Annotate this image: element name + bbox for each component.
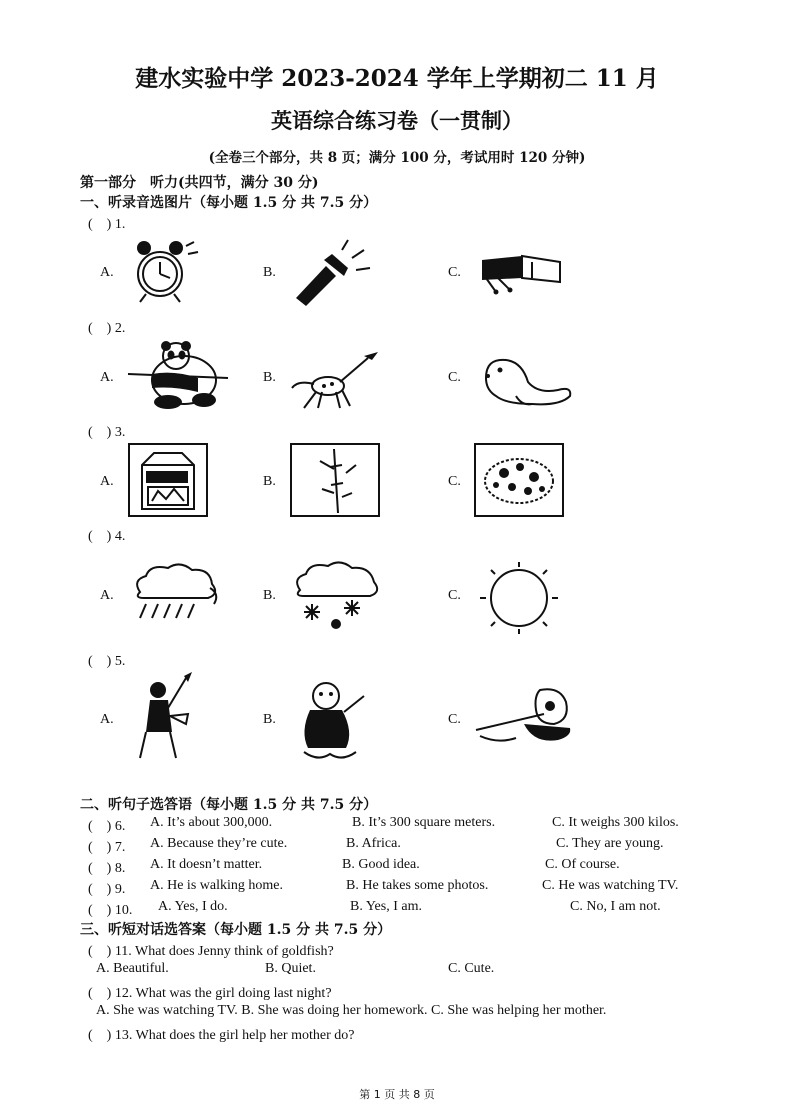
option-b: B. Good idea.	[342, 857, 420, 872]
alarm-clock-icon	[130, 238, 200, 304]
option-label: B.	[263, 712, 276, 727]
option-a: A. Beautiful.	[96, 961, 169, 976]
option-b: B. Quiet.	[265, 961, 316, 976]
option-c: C. It weighs 300 kilos.	[552, 815, 679, 830]
cartoon-character-icon	[290, 676, 366, 762]
option-label: B.	[263, 370, 276, 385]
option-a: A. Because they’re cute.	[150, 836, 288, 851]
question-12-options: A. She was watching TV. B. She was doing her homework. C. She was helping her mother.	[96, 1003, 607, 1018]
option-a: A. It doesn’t matter.	[150, 857, 263, 872]
panda-icon	[128, 340, 228, 410]
option-c: C. No, I am not.	[570, 899, 661, 914]
question-number: ( ) 5.	[88, 654, 126, 669]
section3-label: 三、听短对话选答案（每小题 1.5 分 共 7.5 分）	[80, 922, 392, 938]
option-b: B. It’s 300 square meters.	[352, 815, 496, 830]
sun-icon	[476, 562, 562, 634]
giraffe-icon	[288, 344, 388, 410]
option-label: C.	[448, 474, 461, 489]
option-c: C. They are young.	[556, 836, 664, 851]
option-b: B. Yes, I am.	[350, 899, 422, 914]
bamboo-icon	[290, 443, 380, 517]
option-label: B.	[263, 588, 276, 603]
rain-cloud-icon	[128, 560, 222, 622]
question-number: ( ) 7.	[88, 840, 126, 855]
option-label: B.	[263, 265, 276, 280]
question-number: ( ) 4.	[88, 529, 126, 544]
option-a: A. He is walking home.	[150, 878, 283, 893]
milk-carton-icon	[128, 443, 208, 517]
option-label: B.	[263, 474, 276, 489]
question-number: ( ) 10.	[88, 903, 133, 918]
option-label: A.	[100, 265, 114, 280]
question-number: ( ) 1.	[88, 217, 126, 232]
option-label: A.	[100, 588, 114, 603]
exam-title: 建水实验中学 2023-2024 学年上学期初二 11 月	[135, 65, 659, 92]
section2-label: 二、听句子选答语（每小题 1.5 分 共 7.5 分）	[80, 797, 378, 813]
option-label: A.	[100, 712, 114, 727]
option-label: C.	[448, 712, 461, 727]
option-label: C.	[448, 265, 461, 280]
option-a: A. Yes, I do.	[158, 899, 228, 914]
option-label: A.	[100, 474, 114, 489]
question-13: ( ) 13. What does the girl help her mother do?	[88, 1028, 355, 1043]
seal-icon	[476, 352, 576, 410]
option-b: B. He takes some photos.	[346, 878, 489, 893]
question-number: ( ) 8.	[88, 861, 126, 876]
exam-info: (全卷三个部分，共 8 页；满分 100 分，考试用时 120 分钟)	[208, 150, 586, 166]
warrior-icon	[130, 672, 196, 764]
matches-icon	[476, 248, 568, 296]
option-label: C.	[448, 370, 461, 385]
option-c: C. He was watching TV.	[542, 878, 679, 893]
option-b: B. Africa.	[346, 836, 401, 851]
bush-icon	[474, 443, 564, 517]
question-number: ( ) 2.	[88, 321, 126, 336]
option-c: C. Cute.	[448, 961, 495, 976]
option-c: C. Of course.	[545, 857, 620, 872]
page-footer: 第 1 页 共 8 页	[359, 1088, 435, 1101]
part1-label: 第一部分 听力(共四节，满分 30 分)	[80, 175, 319, 191]
question-number: ( ) 9.	[88, 882, 126, 897]
question-11: ( ) 11. What does Jenny think of goldfish?	[88, 944, 334, 959]
option-label: A.	[100, 370, 114, 385]
monkey-king-icon	[474, 684, 574, 748]
exam-subtitle: 英语综合练习卷（一贯制）	[271, 108, 523, 133]
question-number: ( ) 6.	[88, 819, 126, 834]
question-number: ( ) 3.	[88, 425, 126, 440]
section1-label: 一、听录音选图片（每小题 1.5 分 共 7.5 分）	[80, 195, 378, 211]
option-a: A. It’s about 300,000.	[150, 815, 273, 830]
question-12: ( ) 12. What was the girl doing last night?	[88, 986, 332, 1001]
option-label: C.	[448, 588, 461, 603]
flashlight-icon	[290, 238, 380, 306]
snow-cloud-icon	[290, 560, 384, 632]
